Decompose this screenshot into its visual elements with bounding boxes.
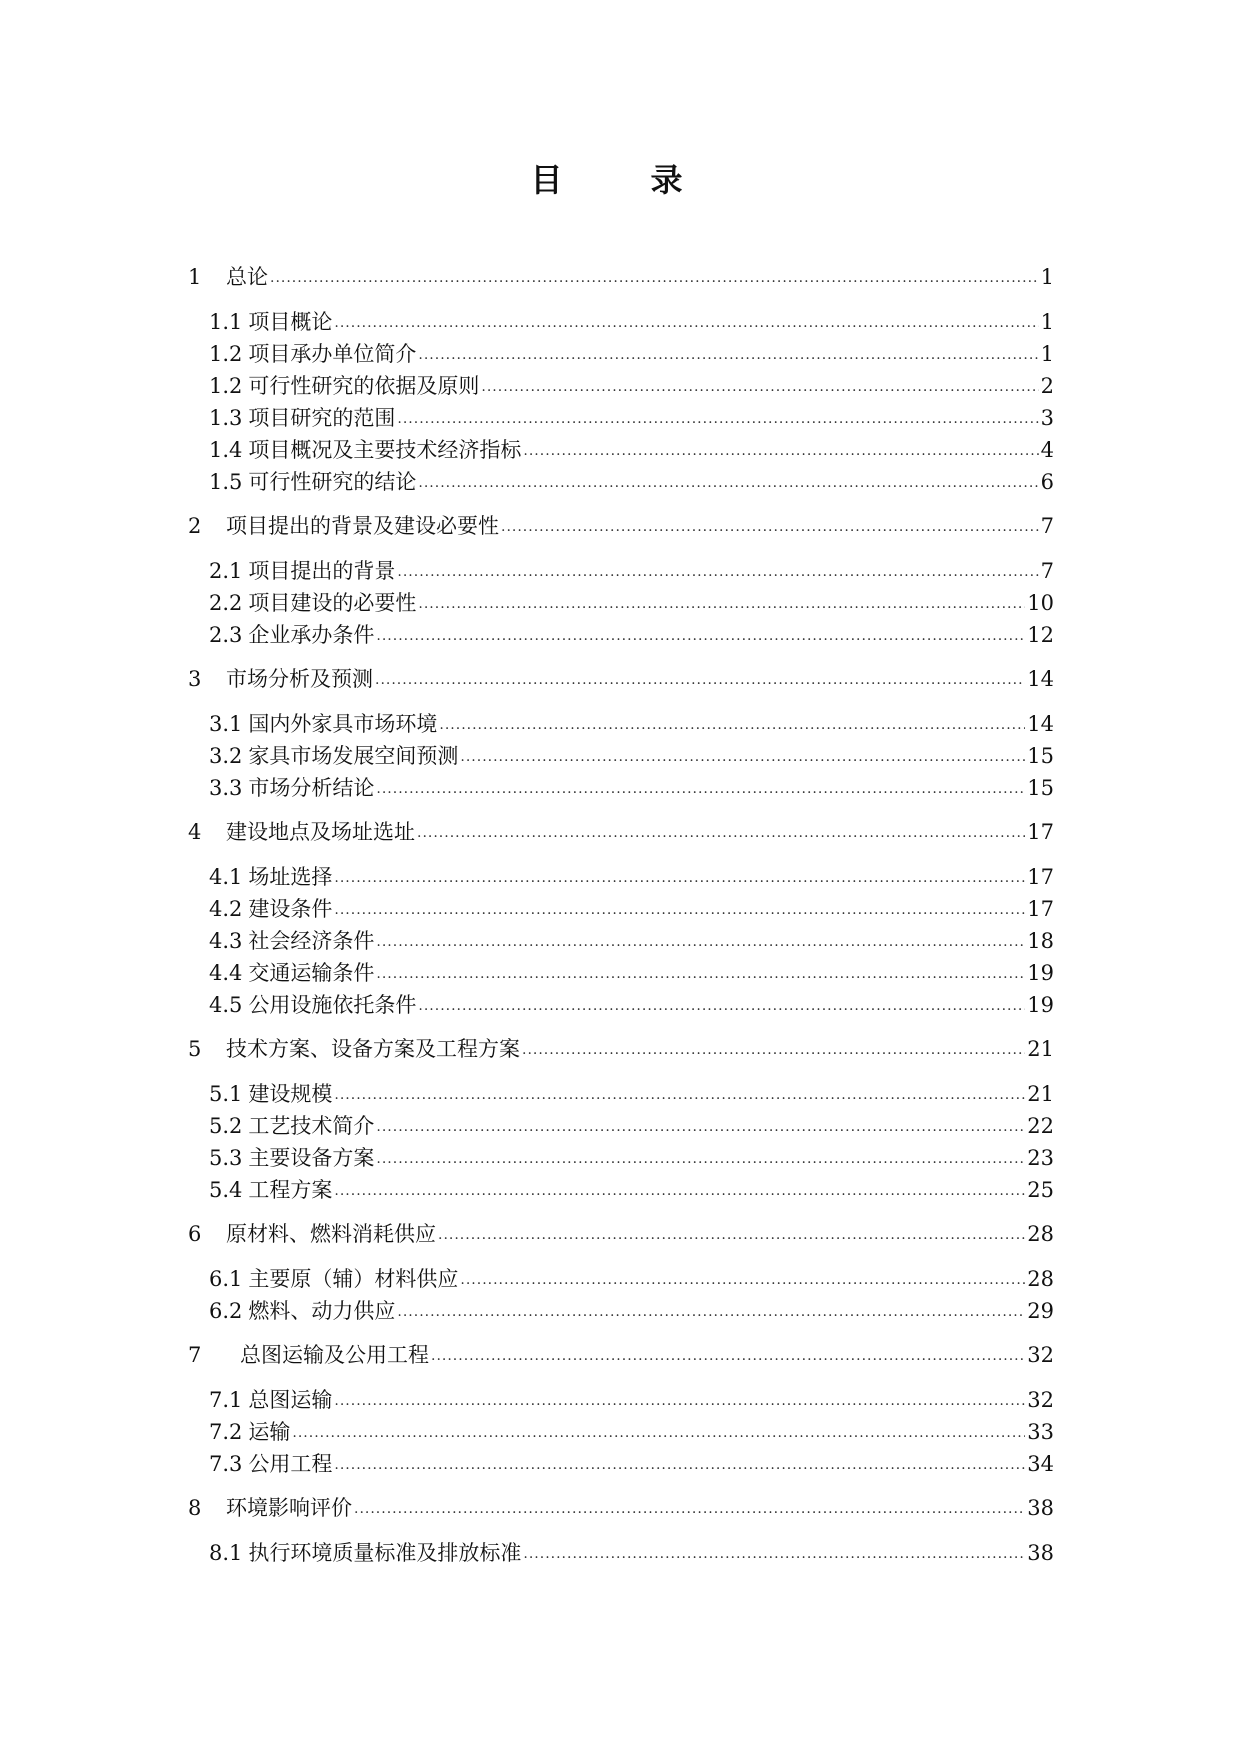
toc-section-6-1[interactable] bbox=[209, 1264, 1054, 1294]
toc-title: 可行性研究的结论 bbox=[248, 470, 417, 494]
toc-title: 交通运输条件 bbox=[248, 961, 375, 985]
toc-section-1-3[interactable] bbox=[209, 403, 1054, 433]
dot-leader bbox=[522, 1035, 1025, 1065]
dot-leader bbox=[334, 308, 1038, 338]
dot-leader bbox=[376, 1144, 1025, 1174]
toc-page-number: 3 bbox=[1040, 406, 1054, 430]
toc-title: 建设条件 bbox=[248, 897, 333, 921]
dot-leader bbox=[439, 710, 1025, 740]
toc-title: 主要设备方案 bbox=[248, 1146, 375, 1170]
dot-leader bbox=[523, 436, 1038, 466]
toc-number: 1.4 bbox=[209, 438, 243, 462]
toc-title: 项目提出的背景及建设必要性 bbox=[226, 514, 499, 538]
toc-section-3-1[interactable] bbox=[209, 709, 1054, 739]
toc-page-number: 6 bbox=[1040, 470, 1054, 494]
toc-chapter-4[interactable] bbox=[188, 817, 1054, 847]
toc-section-1-5[interactable] bbox=[209, 467, 1054, 497]
toc-page-number: 28 bbox=[1027, 1267, 1054, 1291]
dot-leader bbox=[460, 742, 1025, 772]
toc-section-4-3[interactable] bbox=[209, 926, 1054, 956]
dot-leader bbox=[501, 512, 1039, 542]
toc-section-5-1[interactable] bbox=[209, 1079, 1054, 1109]
toc-section-3-2[interactable] bbox=[209, 741, 1054, 771]
toc-title: 工程方案 bbox=[248, 1178, 333, 1202]
toc-section-1-1[interactable] bbox=[209, 307, 1054, 337]
toc-title: 原材料、燃料消耗供应 bbox=[226, 1222, 436, 1246]
toc-title: 主要原（辅）材料供应 bbox=[248, 1267, 459, 1291]
toc-number: 7.3 bbox=[209, 1452, 243, 1476]
toc-number: 7 bbox=[188, 1343, 202, 1367]
toc-section-2-2[interactable] bbox=[209, 588, 1054, 618]
toc-page-number: 14 bbox=[1027, 667, 1054, 691]
toc-section-7-1[interactable] bbox=[209, 1385, 1054, 1415]
dot-leader bbox=[481, 372, 1038, 402]
dot-leader bbox=[270, 263, 1039, 293]
toc-number: 4.4 bbox=[209, 961, 243, 985]
toc-title: 项目承办单位简介 bbox=[248, 342, 417, 366]
dot-leader bbox=[460, 1265, 1025, 1295]
toc-number: 1.3 bbox=[209, 406, 243, 430]
dot-leader bbox=[431, 1341, 1025, 1371]
toc-number: 6 bbox=[188, 1222, 202, 1246]
toc-section-2-1[interactable] bbox=[209, 556, 1054, 586]
toc-number: 5.2 bbox=[209, 1114, 243, 1138]
toc-page-number: 4 bbox=[1040, 438, 1054, 462]
toc-section-5-2[interactable] bbox=[209, 1111, 1054, 1141]
page-title: 目 录 bbox=[530, 161, 711, 199]
toc-number: 1.5 bbox=[209, 470, 243, 494]
toc-number: 4 bbox=[188, 820, 202, 844]
toc-page-number: 28 bbox=[1027, 1222, 1054, 1246]
toc-page-number: 38 bbox=[1027, 1496, 1054, 1520]
toc-title: 企业承办条件 bbox=[248, 623, 375, 647]
toc-title: 公用设施依托条件 bbox=[248, 993, 417, 1017]
toc-page-number: 7 bbox=[1040, 559, 1054, 583]
dot-leader bbox=[397, 404, 1038, 434]
toc-title: 项目建设的必要性 bbox=[248, 591, 417, 615]
toc-number: 5 bbox=[188, 1037, 202, 1061]
dot-leader bbox=[397, 1297, 1025, 1327]
toc-number: 4.2 bbox=[209, 897, 243, 921]
dot-leader bbox=[376, 774, 1025, 804]
toc-title: 总论 bbox=[226, 265, 268, 289]
toc-page-number: 34 bbox=[1027, 1452, 1054, 1476]
toc-number: 2.1 bbox=[209, 559, 243, 583]
toc-section-7-3[interactable] bbox=[209, 1449, 1054, 1479]
dot-leader bbox=[334, 1386, 1025, 1416]
toc-page-number: 18 bbox=[1027, 929, 1054, 953]
toc-chapter-2[interactable] bbox=[188, 511, 1054, 541]
dot-leader bbox=[438, 1220, 1025, 1250]
toc-page-number: 2 bbox=[1040, 374, 1054, 398]
toc-chapter-7[interactable] bbox=[188, 1340, 1054, 1370]
dot-leader bbox=[375, 665, 1025, 695]
toc-title: 公用工程 bbox=[248, 1452, 333, 1476]
toc-section-8-1[interactable] bbox=[209, 1538, 1054, 1568]
toc-title: 执行环境质量标准及排放标准 bbox=[248, 1541, 522, 1565]
toc-section-2-3[interactable] bbox=[209, 620, 1054, 650]
toc-section-3-3[interactable] bbox=[209, 773, 1054, 803]
dot-leader bbox=[418, 589, 1025, 619]
toc-section-4-4[interactable] bbox=[209, 958, 1054, 988]
toc-page-number: 32 bbox=[1027, 1343, 1054, 1367]
toc-title: 可行性研究的依据及原则 bbox=[248, 374, 480, 398]
toc-page-number: 19 bbox=[1027, 993, 1054, 1017]
toc-number: 4.5 bbox=[209, 993, 243, 1017]
toc-number: 4.1 bbox=[209, 865, 243, 889]
toc-chapter-8[interactable] bbox=[188, 1493, 1054, 1523]
toc-number: 4.3 bbox=[209, 929, 243, 953]
toc-number: 3.1 bbox=[209, 712, 243, 736]
toc-number: 8 bbox=[188, 1496, 202, 1520]
toc-section-5-3[interactable] bbox=[209, 1143, 1054, 1173]
toc-page-number: 7 bbox=[1040, 514, 1054, 538]
toc-number: 8.1 bbox=[209, 1541, 243, 1565]
toc-page-number: 17 bbox=[1027, 897, 1054, 921]
toc-title: 环境影响评价 bbox=[226, 1496, 352, 1520]
toc-title: 社会经济条件 bbox=[248, 929, 375, 953]
toc-title: 建设规模 bbox=[248, 1082, 333, 1106]
toc-number: 3.3 bbox=[209, 776, 243, 800]
toc-number: 1.2 bbox=[209, 342, 243, 366]
toc-section-4-5[interactable] bbox=[209, 990, 1054, 1020]
dot-leader bbox=[418, 468, 1038, 498]
toc-page-number: 22 bbox=[1027, 1114, 1054, 1138]
toc-title: 总图运输及公用工程 bbox=[240, 1343, 429, 1367]
dot-leader bbox=[523, 1539, 1025, 1569]
toc-title: 燃料、动力供应 bbox=[248, 1299, 396, 1323]
toc-section-1-2b[interactable] bbox=[209, 371, 1054, 401]
toc-number: 7.1 bbox=[209, 1388, 243, 1412]
toc-page-number: 14 bbox=[1027, 712, 1054, 736]
toc-section-4-1[interactable] bbox=[209, 862, 1054, 892]
toc-number: 3.2 bbox=[209, 744, 243, 768]
toc-section-4-2[interactable] bbox=[209, 894, 1054, 924]
toc-number: 1.1 bbox=[209, 310, 243, 334]
dot-leader bbox=[376, 1112, 1025, 1142]
toc-number: 6.2 bbox=[209, 1299, 243, 1323]
toc-number: 1 bbox=[188, 265, 202, 289]
toc-title: 建设地点及场址选址 bbox=[226, 820, 415, 844]
toc-number: 2 bbox=[188, 514, 202, 538]
dot-leader bbox=[397, 557, 1038, 587]
toc-page-number: 12 bbox=[1027, 623, 1054, 647]
toc-page-number: 1 bbox=[1040, 342, 1054, 366]
dot-leader bbox=[334, 1450, 1025, 1480]
toc-section-6-2[interactable] bbox=[209, 1296, 1054, 1326]
toc-page-number: 21 bbox=[1027, 1037, 1054, 1061]
toc-page-number: 10 bbox=[1027, 591, 1054, 615]
dot-leader bbox=[417, 818, 1025, 848]
toc-number: 1.2 bbox=[209, 374, 243, 398]
dot-leader bbox=[334, 1080, 1025, 1110]
toc-title: 场址选择 bbox=[248, 865, 333, 889]
toc-page-number: 1 bbox=[1040, 265, 1054, 289]
toc-section-7-2[interactable] bbox=[209, 1417, 1054, 1447]
toc-chapter-1[interactable] bbox=[188, 262, 1054, 292]
toc-chapter-3[interactable] bbox=[188, 664, 1054, 694]
toc-page-number: 38 bbox=[1027, 1541, 1054, 1565]
toc-number: 2.2 bbox=[209, 591, 243, 615]
toc-page-number: 33 bbox=[1027, 1420, 1054, 1444]
dot-leader bbox=[334, 1176, 1025, 1206]
toc-page-number: 15 bbox=[1027, 776, 1054, 800]
toc-number: 6.1 bbox=[209, 1267, 243, 1291]
dot-leader bbox=[418, 340, 1038, 370]
toc-page-number: 32 bbox=[1027, 1388, 1054, 1412]
dot-leader bbox=[354, 1494, 1025, 1524]
dot-leader bbox=[334, 863, 1025, 893]
toc-number: 7.2 bbox=[209, 1420, 243, 1444]
toc-page-number: 17 bbox=[1027, 820, 1054, 844]
toc-title: 工艺技术简介 bbox=[248, 1114, 375, 1138]
toc-title: 项目概况及主要技术经济指标 bbox=[248, 438, 522, 462]
toc-title: 运输 bbox=[248, 1420, 291, 1444]
dot-leader bbox=[376, 959, 1025, 989]
dot-leader bbox=[292, 1418, 1025, 1448]
dot-leader bbox=[376, 927, 1025, 957]
toc-section-1-4[interactable] bbox=[209, 435, 1054, 465]
toc-chapter-5[interactable] bbox=[188, 1034, 1054, 1064]
toc-page-number: 25 bbox=[1027, 1178, 1054, 1202]
toc-title: 家具市场发展空间预测 bbox=[248, 744, 459, 768]
toc-page-number: 19 bbox=[1027, 961, 1054, 985]
toc-number: 3 bbox=[188, 667, 202, 691]
toc-title: 总图运输 bbox=[248, 1388, 333, 1412]
dot-leader bbox=[334, 895, 1025, 925]
dot-leader bbox=[376, 621, 1025, 651]
toc-number: 2.3 bbox=[209, 623, 243, 647]
toc-title: 市场分析结论 bbox=[248, 776, 375, 800]
toc-number: 5.3 bbox=[209, 1146, 243, 1170]
toc-number: 5.1 bbox=[209, 1082, 243, 1106]
toc-title: 市场分析及预测 bbox=[226, 667, 373, 691]
toc-page-number: 21 bbox=[1027, 1082, 1054, 1106]
toc-page-number: 17 bbox=[1027, 865, 1054, 889]
toc-title: 项目概论 bbox=[248, 310, 333, 334]
toc-page-number: 23 bbox=[1027, 1146, 1054, 1170]
toc-chapter-6[interactable] bbox=[188, 1219, 1054, 1249]
toc-number: 5.4 bbox=[209, 1178, 243, 1202]
toc-title: 技术方案、设备方案及工程方案 bbox=[226, 1037, 520, 1061]
toc-page-number: 1 bbox=[1040, 310, 1054, 334]
toc-section-5-4[interactable] bbox=[209, 1175, 1054, 1205]
toc-title: 国内外家具市场环境 bbox=[248, 712, 438, 736]
toc-title: 项目研究的范围 bbox=[248, 406, 396, 430]
toc-page-number: 29 bbox=[1027, 1299, 1054, 1323]
dot-leader bbox=[418, 991, 1025, 1021]
toc-title: 项目提出的背景 bbox=[248, 559, 396, 583]
toc-page-number: 15 bbox=[1027, 744, 1054, 768]
toc-section-1-2[interactable] bbox=[209, 339, 1054, 369]
